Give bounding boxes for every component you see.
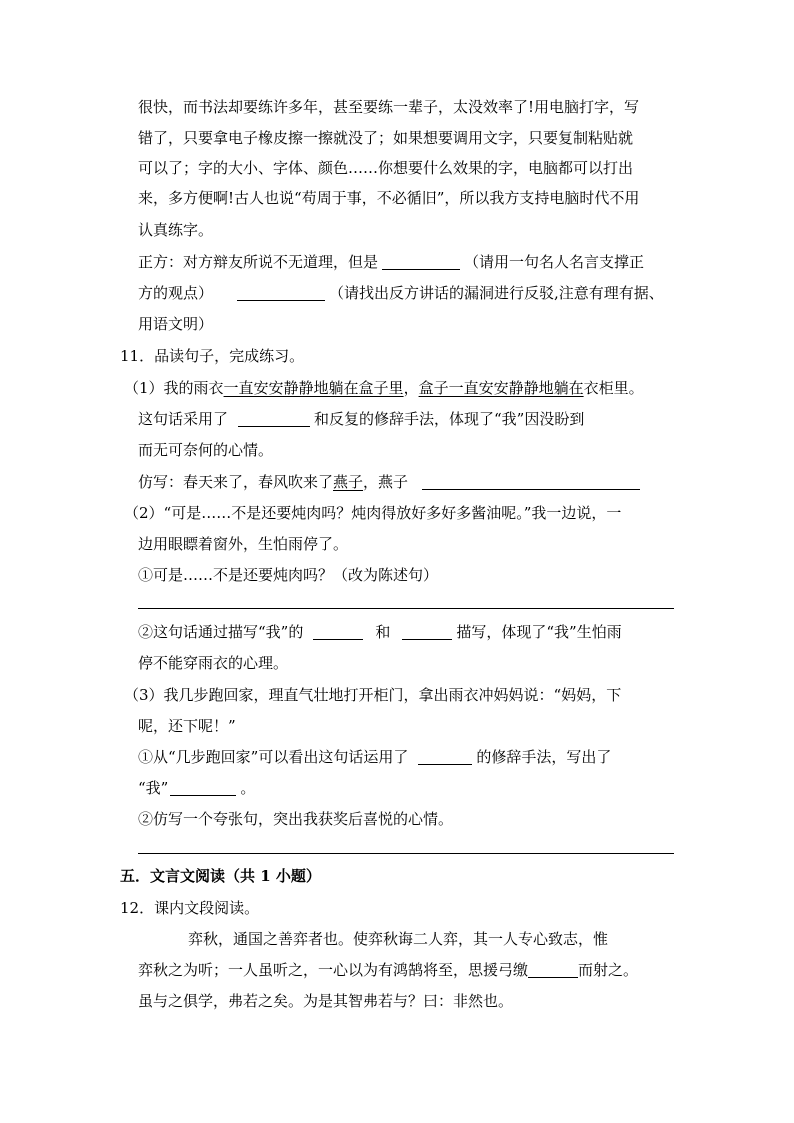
answer-blank[interactable] xyxy=(418,748,472,765)
classical-text-line: 弈秋之为听；一人虽听之，一心以为有鸿鹄将至，思援弓缴 而射之。 xyxy=(138,961,639,979)
answer-blank[interactable] xyxy=(238,410,310,427)
q11-subquestion: “我” 。 xyxy=(138,779,256,797)
answer-line[interactable] xyxy=(138,608,674,609)
q11-imitation-line: 仿写：春天来了，春风吹来了燕子，燕子 xyxy=(138,472,678,492)
question-12-title: 12．课内文段阅读。 xyxy=(120,899,260,917)
q11-sentence-2: 边用眼瞟着窗外，生怕雨停了。 xyxy=(138,535,349,553)
answer-blank[interactable] xyxy=(528,961,578,978)
answer-blank[interactable] xyxy=(313,623,363,640)
q11-sentence-3: （3）我几步跑回家，理直气壮地打开柜门，拿出雨衣冲妈妈说：“妈妈，下 xyxy=(124,686,622,704)
section-5-heading: 五．文言文阅读（共 1 小题） xyxy=(120,867,321,885)
answer-blank[interactable] xyxy=(402,623,452,640)
zhengfang-line: 正方：对方辩友所说不无道理，但是 （请用一句名人名言支撑正 xyxy=(138,253,645,271)
passage-line: 很快，而书法却要练许多年，甚至要练一辈子，太没效率了!用电脑打字，写 xyxy=(138,98,640,116)
passage-line: 错了，只要拿电子橡皮擦一擦就没了；如果想要调用文字，只要复制粘贴就 xyxy=(138,129,634,147)
q11-subquestion: ②仿写一个夸张句，突出我获奖后喜悦的心情。 xyxy=(138,810,454,828)
classical-text-line: 虽与之俱学，弗若之矣。为是其智弗若与？曰：非然也。 xyxy=(138,992,514,1010)
q11-sentence-2: （2）“可是……不是还要炖肉吗？炖肉得放好多好多酱油呢。”我一边说，一 xyxy=(124,504,622,522)
classical-text-line: 弈秋，通国之善弈者也。使弈秋诲二人弈，其一人专心致志，惟 xyxy=(188,930,609,948)
passage-line: 可以了；字的大小、字体、颜色……你想要什么效果的字，电脑都可以打出 xyxy=(138,159,634,177)
answer-blank[interactable] xyxy=(422,473,640,490)
q11-subquestion: ①可是……不是还要炖肉吗？（改为陈述句） xyxy=(138,566,439,584)
q11-subquestion: ②这句话通过描写“我”的 和 描写，体现了“我”生怕雨 xyxy=(138,623,622,641)
q11-subquestion: 停不能穿雨衣的心理。 xyxy=(138,654,289,672)
answer-blank[interactable] xyxy=(237,284,325,301)
q11-sentence-1: （1）我的雨衣一直安安静静地躺在盒子里，盒子一直安安静静地躺在衣柜里。 xyxy=(124,379,644,397)
zhengfang-line: 用语文明） xyxy=(138,315,214,333)
q11-subquestion: ①从“几步跑回家”可以看出这句话运用了 的修辞手法，写出了 xyxy=(138,748,612,766)
q11-sentence-3: 呢，还下呢！” xyxy=(138,717,236,735)
answer-line[interactable] xyxy=(138,853,674,854)
passage-line: 来，多方便啊!古人也说“苟周于事，不必循旧”，所以我方支持电脑时代不用 xyxy=(138,189,640,207)
q11-question-line: 而无可奈何的心情。 xyxy=(138,441,274,459)
question-11-title: 11．品读句子，完成练习。 xyxy=(120,347,305,365)
answer-blank[interactable] xyxy=(382,253,460,270)
q11-question-line: 这句话采用了 和反复的修辞手法，体现了“我”因没盼到 xyxy=(138,410,585,428)
answer-blank[interactable] xyxy=(170,779,236,796)
zhengfang-line: 方的观点） （请找出反方讲话的漏洞进行反驳,注意有理有据、 xyxy=(138,284,664,302)
passage-line: 认真练字。 xyxy=(138,221,214,239)
